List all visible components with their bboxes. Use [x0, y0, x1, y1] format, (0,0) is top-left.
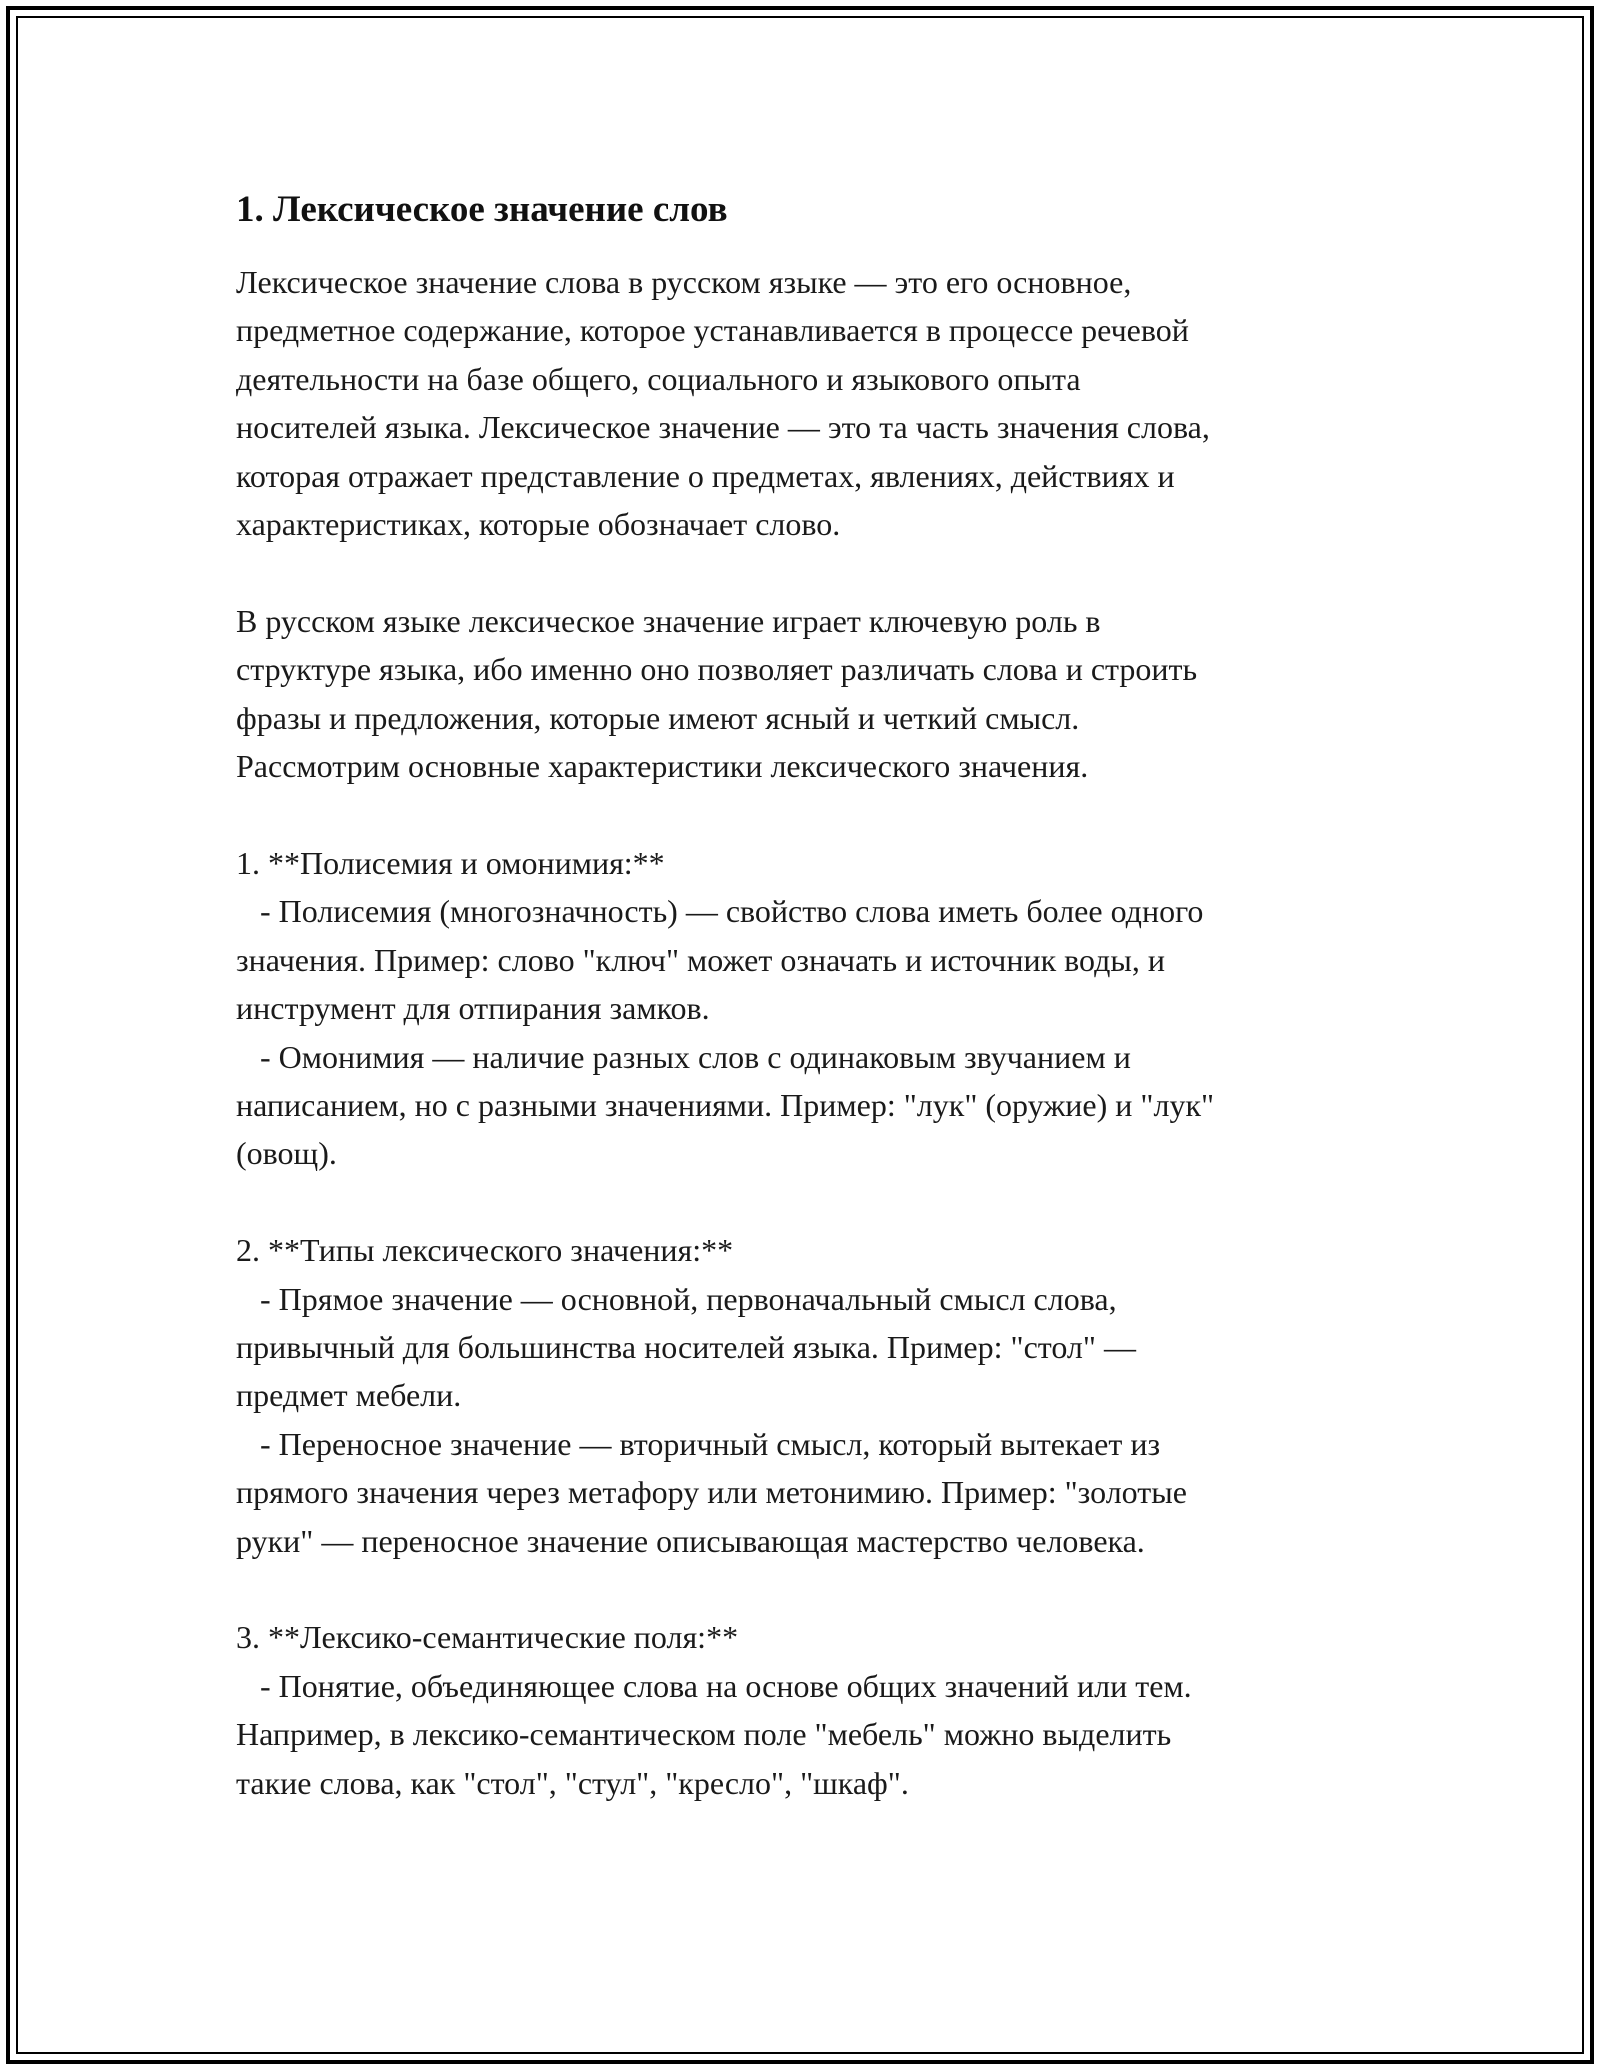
- document-body: Лексическое значение слова в русском языке — это его основное, предметное содержание, которое устанавливается в процессе речевой деятельности на базе общего, социального и языкового опыта носителей языка. Лексическое значение — это та часть значения слова, которая отражает представление о предметах, явлениях, действиях и характеристиках, которые обозначает слово. В русском языке лексическое значение играет ключевую роль в структуре языка, ибо именно оно позволяет различать слова и строить фразы и предложения, которые имеют ясный и четкий смысл. Рассмотрим основные характеристики лексического значения. 1. **Полисемия и омонимия:** - Полисемия (многозначность) — свойство слова иметь более одного значения. Пример: слово "ключ" может означать и источник воды, и инструмент для отпирания замков. - Омонимия — наличие разных слов с одинаковым звучанием и написанием, но с разными значениями. Пример: "лук" (оружие) и "лук" (овощ). 2. **Типы лексического значения:** - Прямое значение — основной, первоначальный смысл слова, привычный для большинства носителей языка. Пример: "стол" — предмет мебели. - Переносное значение — вторичный смысл, который вытекает из прямого значения через метафору или метонимию. Пример: "золотые руки" — переносное значение описывающая мастерство человека. 3. **Лексико-семантические поля:** - Понятие, объединяющее слова на основе общих значений или тем. Например, в лексико-семантическом поле "мебель" можно выделить такие слова, как "стол", "стул", "кресло", "шкаф".: [236, 264, 1215, 1801]
- document-title: 1. Лексическое значение слов: [236, 189, 728, 230]
- document-content: [236, 186, 1376, 1807]
